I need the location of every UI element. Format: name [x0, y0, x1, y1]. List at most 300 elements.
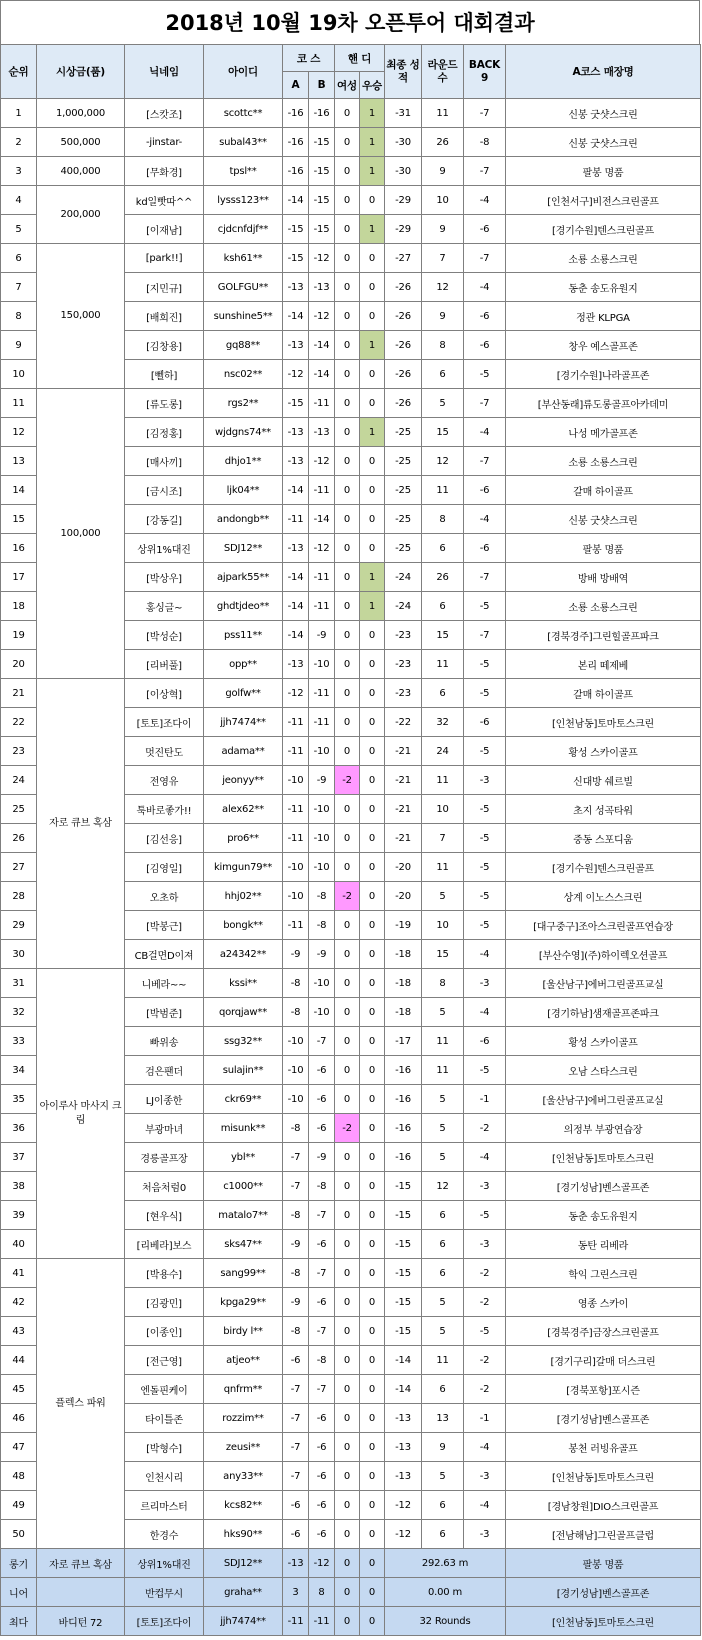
store-cell: 창우 예스골프존 — [506, 331, 701, 360]
id-cell: gq88** — [204, 331, 283, 360]
nickname-cell: [김광민] — [125, 1288, 204, 1317]
nickname-cell: 르리마스터 — [125, 1491, 204, 1520]
rank-cell: 7 — [1, 273, 37, 302]
handicap-female-cell: 0 — [335, 1027, 360, 1056]
back9-cell: -4 — [464, 186, 506, 215]
rank-cell: 22 — [1, 708, 37, 737]
final-score-cell: -26 — [385, 331, 422, 360]
final-score-cell: -21 — [385, 737, 422, 766]
header-id: 아이디 — [204, 45, 283, 99]
course-a-cell: -13 — [283, 534, 309, 563]
nickname-cell: 엔돌핀케이 — [125, 1375, 204, 1404]
id-cell: ckr69** — [204, 1085, 283, 1114]
course-a-cell: -13 — [283, 418, 309, 447]
id-cell: kcs82** — [204, 1491, 283, 1520]
rank-cell: 37 — [1, 1143, 37, 1172]
rank-cell: 18 — [1, 592, 37, 621]
rounds-cell: 6 — [422, 534, 464, 563]
course-b-cell: 8 — [309, 1578, 335, 1607]
store-cell: [울산남구]에버그린골프교실 — [506, 1085, 701, 1114]
handicap-winner-cell: 0 — [360, 302, 385, 331]
final-score-cell: -16 — [385, 1114, 422, 1143]
id-cell: a24342** — [204, 940, 283, 969]
id-cell: jjh7474** — [204, 1607, 283, 1636]
course-b-cell: -15 — [309, 128, 335, 157]
id-cell: scottc** — [204, 99, 283, 128]
handicap-female-cell: 0 — [335, 128, 360, 157]
final-score-cell: -12 — [385, 1491, 422, 1520]
handicap-female-cell: 0 — [335, 824, 360, 853]
course-a-cell: -10 — [283, 853, 309, 882]
table-row — [1, 969, 701, 998]
rank-cell: 39 — [1, 1201, 37, 1230]
rounds-cell: 12 — [422, 273, 464, 302]
handicap-female-cell: 0 — [335, 853, 360, 882]
back9-cell: -6 — [464, 215, 506, 244]
final-score-cell: -25 — [385, 476, 422, 505]
table-row — [1, 679, 701, 708]
handicap-female-cell: 0 — [335, 244, 360, 273]
course-a-cell: -14 — [283, 186, 309, 215]
id-cell: kimgun79** — [204, 853, 283, 882]
final-score-cell: -15 — [385, 1172, 422, 1201]
course-a-cell: -8 — [283, 1317, 309, 1346]
rounds-cell: 11 — [422, 853, 464, 882]
store-cell: 팔봉 명품 — [506, 157, 701, 186]
handicap-female-cell: 0 — [335, 157, 360, 186]
nickname-cell: 부광마녀 — [125, 1114, 204, 1143]
course-b-cell: -10 — [309, 650, 335, 679]
course-b-cell: -9 — [309, 621, 335, 650]
store-cell: 동탄 리베라 — [506, 1230, 701, 1259]
rank-cell: 49 — [1, 1491, 37, 1520]
nickname-cell: 인천시리 — [125, 1462, 204, 1491]
table-row — [1, 186, 701, 215]
handicap-winner-cell: 0 — [360, 447, 385, 476]
id-cell: ajpark55** — [204, 563, 283, 592]
course-b-cell: -6 — [309, 1085, 335, 1114]
handicap-female-cell: 0 — [335, 1317, 360, 1346]
handicap-winner-cell: 0 — [360, 389, 385, 418]
store-cell: 신봉 굿샷스크린 — [506, 99, 701, 128]
id-cell: SDJ12** — [204, 534, 283, 563]
header-rounds: 라운드 수 — [422, 45, 464, 99]
id-cell: sunshine5** — [204, 302, 283, 331]
handicap-winner-cell: 0 — [360, 1317, 385, 1346]
course-b-cell: -7 — [309, 1375, 335, 1404]
nickname-cell: [이상혁] — [125, 679, 204, 708]
handicap-female-cell: 0 — [335, 1375, 360, 1404]
course-a-cell: -11 — [283, 708, 309, 737]
final-score-cell: -16 — [385, 1143, 422, 1172]
handicap-winner-cell: 0 — [360, 1462, 385, 1491]
id-cell: rozzim** — [204, 1404, 283, 1433]
back9-cell: -2 — [464, 1375, 506, 1404]
id-cell: SDJ12** — [204, 1549, 283, 1578]
course-b-cell: -7 — [309, 1201, 335, 1230]
store-cell: 상계 이노스스크린 — [506, 882, 701, 911]
course-a-cell: -16 — [283, 128, 309, 157]
course-b-cell: -10 — [309, 853, 335, 882]
back9-cell: -5 — [464, 882, 506, 911]
course-b-cell: -6 — [309, 1433, 335, 1462]
store-cell: 봉천 러빙유골프 — [506, 1433, 701, 1462]
final-score-cell: -25 — [385, 447, 422, 476]
nickname-cell: 오초하 — [125, 882, 204, 911]
back9-cell: -7 — [464, 563, 506, 592]
id-cell: graha** — [204, 1578, 283, 1607]
id-cell: ljk04** — [204, 476, 283, 505]
prize-group-cell: 150,000 — [37, 244, 125, 389]
nickname-cell: [김창용] — [125, 331, 204, 360]
nickname-cell: [김정홍] — [125, 418, 204, 447]
back9-cell: -3 — [464, 969, 506, 998]
handicap-winner-cell: 0 — [360, 766, 385, 795]
final-score-cell: -13 — [385, 1404, 422, 1433]
back9-cell: -6 — [464, 476, 506, 505]
course-b-cell: -11 — [309, 679, 335, 708]
final-score-cell: -30 — [385, 157, 422, 186]
course-b-cell: -6 — [309, 1491, 335, 1520]
handicap-female-cell: 0 — [335, 563, 360, 592]
table-row — [1, 244, 701, 273]
rounds-cell: 9 — [422, 157, 464, 186]
final-score-cell: -22 — [385, 708, 422, 737]
store-cell: [인천남동]토마토스크린 — [506, 1607, 701, 1636]
id-cell: golfw** — [204, 679, 283, 708]
handicap-female-cell: 0 — [335, 708, 360, 737]
rounds-cell: 15 — [422, 418, 464, 447]
final-score-cell: -18 — [385, 940, 422, 969]
rank-cell: 29 — [1, 911, 37, 940]
store-cell: 방배 방배역 — [506, 563, 701, 592]
rank-cell: 21 — [1, 679, 37, 708]
nickname-cell: [배희진] — [125, 302, 204, 331]
store-cell: 팔봉 명품 — [506, 534, 701, 563]
store-cell: [경남창원]DIO스크린골프 — [506, 1491, 701, 1520]
course-b-cell: -6 — [309, 1230, 335, 1259]
store-cell: 나성 메가골프존 — [506, 418, 701, 447]
nickname-cell: 빠위송 — [125, 1027, 204, 1056]
course-b-cell: -6 — [309, 1056, 335, 1085]
final-score-cell: -16 — [385, 1085, 422, 1114]
prize-group-cell: 아이루사 마사지 크림 — [37, 969, 125, 1259]
course-a-cell: -8 — [283, 1114, 309, 1143]
rank-cell: 25 — [1, 795, 37, 824]
final-score-cell: -15 — [385, 1201, 422, 1230]
id-cell: sang99** — [204, 1259, 283, 1288]
rounds-cell: 6 — [422, 360, 464, 389]
store-cell: 신대방 쉐르빌 — [506, 766, 701, 795]
final-score-cell: -15 — [385, 1259, 422, 1288]
award-label-cell: 니어 — [1, 1578, 37, 1607]
nickname-cell: [박봉근] — [125, 911, 204, 940]
rank-cell: 33 — [1, 1027, 37, 1056]
final-score-cell: -31 — [385, 99, 422, 128]
back9-cell: -7 — [464, 621, 506, 650]
back9-cell: -5 — [464, 360, 506, 389]
id-cell: kpga29** — [204, 1288, 283, 1317]
store-cell: 영종 스카이 — [506, 1288, 701, 1317]
course-b-cell: -14 — [309, 505, 335, 534]
course-b-cell: -10 — [309, 824, 335, 853]
handicap-winner-cell: 0 — [360, 853, 385, 882]
store-cell: [인천서구]비전스크린골프 — [506, 186, 701, 215]
rank-cell: 40 — [1, 1230, 37, 1259]
course-b-cell: -6 — [309, 1462, 335, 1491]
course-b-cell: -11 — [309, 592, 335, 621]
final-score-cell: -23 — [385, 621, 422, 650]
handicap-winner-cell: 1 — [360, 99, 385, 128]
rounds-cell: 15 — [422, 940, 464, 969]
rounds-cell: 11 — [422, 1346, 464, 1375]
course-a-cell: -10 — [283, 1085, 309, 1114]
course-a-cell: -16 — [283, 99, 309, 128]
back9-cell: -4 — [464, 998, 506, 1027]
back9-cell: -3 — [464, 766, 506, 795]
course-a-cell: -11 — [283, 1607, 309, 1636]
back9-cell: -7 — [464, 99, 506, 128]
handicap-female-cell: 0 — [335, 969, 360, 998]
handicap-female-cell: 0 — [335, 621, 360, 650]
course-a-cell: -10 — [283, 882, 309, 911]
store-cell: 황성 스카이골프 — [506, 737, 701, 766]
course-a-cell: -13 — [283, 331, 309, 360]
id-cell: ybl** — [204, 1143, 283, 1172]
handicap-female-cell: 0 — [335, 418, 360, 447]
course-b-cell: -12 — [309, 244, 335, 273]
rank-cell: 9 — [1, 331, 37, 360]
back9-cell: -2 — [464, 1288, 506, 1317]
final-score-cell: -29 — [385, 215, 422, 244]
handicap-winner-cell: 0 — [360, 273, 385, 302]
header-handicap: 핸 디 — [335, 45, 385, 72]
rank-cell: 13 — [1, 447, 37, 476]
course-a-cell: -11 — [283, 737, 309, 766]
store-cell: [경기수원]텐스크린골프 — [506, 853, 701, 882]
handicap-winner-cell: 0 — [360, 1491, 385, 1520]
course-a-cell: -11 — [283, 795, 309, 824]
nickname-cell: [매사끼] — [125, 447, 204, 476]
handicap-female-cell: 0 — [335, 1259, 360, 1288]
store-cell: 소룡 소룡스크린 — [506, 244, 701, 273]
final-score-cell: -14 — [385, 1346, 422, 1375]
handicap-female-cell: 0 — [335, 679, 360, 708]
handicap-winner-cell: 0 — [360, 505, 385, 534]
store-cell: [전남해남]그린골프클럽 — [506, 1520, 701, 1549]
final-score-cell: -21 — [385, 824, 422, 853]
handicap-winner-cell: 0 — [360, 650, 385, 679]
store-cell: [인천남동]토마토스크린 — [506, 1143, 701, 1172]
rounds-cell: 26 — [422, 563, 464, 592]
rank-cell: 43 — [1, 1317, 37, 1346]
id-cell: tpsl** — [204, 157, 283, 186]
handicap-winner-cell: 0 — [360, 1404, 385, 1433]
handicap-female-cell: -2 — [335, 882, 360, 911]
id-cell: cjdcnfdjf** — [204, 215, 283, 244]
store-cell: 초지 성곡타워 — [506, 795, 701, 824]
rounds-cell: 10 — [422, 911, 464, 940]
award-prize-cell: 자로 큐브 혹삼 — [37, 1549, 125, 1578]
rounds-cell: 11 — [422, 650, 464, 679]
course-b-cell: -13 — [309, 273, 335, 302]
id-cell: sulajin** — [204, 1056, 283, 1085]
handicap-winner-cell: 0 — [360, 940, 385, 969]
rounds-cell: 8 — [422, 331, 464, 360]
final-score-cell: -19 — [385, 911, 422, 940]
handicap-female-cell: 0 — [335, 1520, 360, 1549]
course-a-cell: -7 — [283, 1433, 309, 1462]
course-b-cell: -6 — [309, 1404, 335, 1433]
nickname-cell: [이종인] — [125, 1317, 204, 1346]
handicap-female-cell: 0 — [335, 1230, 360, 1259]
nickname-cell: [박성순] — [125, 621, 204, 650]
rounds-cell: 12 — [422, 447, 464, 476]
header-handicap-winner: 우승 — [360, 72, 385, 99]
rank-cell: 42 — [1, 1288, 37, 1317]
course-b-cell: -9 — [309, 766, 335, 795]
handicap-winner-cell: 0 — [360, 534, 385, 563]
store-cell: [인천남동]토마토스크린 — [506, 1462, 701, 1491]
rank-cell: 30 — [1, 940, 37, 969]
handicap-female-cell: 0 — [335, 1346, 360, 1375]
id-cell: hhj02** — [204, 882, 283, 911]
course-b-cell: -10 — [309, 737, 335, 766]
course-a-cell: -7 — [283, 1143, 309, 1172]
id-cell: pro6** — [204, 824, 283, 853]
final-score-cell: -13 — [385, 1462, 422, 1491]
course-a-cell: -7 — [283, 1404, 309, 1433]
rank-cell: 20 — [1, 650, 37, 679]
course-b-cell: -8 — [309, 1172, 335, 1201]
course-b-cell: -12 — [309, 447, 335, 476]
nickname-cell: -jinstar- — [125, 128, 204, 157]
rounds-cell: 6 — [422, 1259, 464, 1288]
back9-cell: -6 — [464, 534, 506, 563]
rounds-cell: 32 — [422, 708, 464, 737]
handicap-female-cell: 0 — [335, 940, 360, 969]
course-b-cell: -11 — [309, 476, 335, 505]
course-a-cell: -14 — [283, 302, 309, 331]
rounds-cell: 6 — [422, 1520, 464, 1549]
store-cell: [경북경주]그린힐골프파크 — [506, 621, 701, 650]
final-score-cell: -26 — [385, 302, 422, 331]
back9-cell: -5 — [464, 679, 506, 708]
handicap-female-cell: 0 — [335, 1404, 360, 1433]
handicap-female-cell: 0 — [335, 1288, 360, 1317]
store-cell: 갈매 하이골프 — [506, 679, 701, 708]
handicap-female-cell: 0 — [335, 302, 360, 331]
nickname-cell: [현우식] — [125, 1201, 204, 1230]
award-result-cell: 292.63 m — [385, 1549, 506, 1578]
handicap-female-cell: 0 — [335, 1578, 360, 1607]
rounds-cell: 11 — [422, 766, 464, 795]
back9-cell: -3 — [464, 1230, 506, 1259]
final-score-cell: -13 — [385, 1433, 422, 1462]
final-score-cell: -20 — [385, 853, 422, 882]
course-a-cell: -8 — [283, 1259, 309, 1288]
store-cell: [경기구리]갈매 더스크린 — [506, 1346, 701, 1375]
handicap-winner-cell: 0 — [360, 1230, 385, 1259]
id-cell: matalo7** — [204, 1201, 283, 1230]
rank-cell: 8 — [1, 302, 37, 331]
course-b-cell: -8 — [309, 882, 335, 911]
id-cell: sks47** — [204, 1230, 283, 1259]
handicap-female-cell: 0 — [335, 360, 360, 389]
handicap-female-cell: 0 — [335, 1201, 360, 1230]
back9-cell: -6 — [464, 331, 506, 360]
back9-cell: -4 — [464, 418, 506, 447]
handicap-female-cell: 0 — [335, 1085, 360, 1114]
final-score-cell: -30 — [385, 128, 422, 157]
handicap-winner-cell: 0 — [360, 1433, 385, 1462]
table-row — [1, 1259, 701, 1288]
id-cell: rgs2** — [204, 389, 283, 418]
header-final-score: 최종 성적 — [385, 45, 422, 99]
final-score-cell: -24 — [385, 592, 422, 621]
rounds-cell: 26 — [422, 128, 464, 157]
final-score-cell: -17 — [385, 1027, 422, 1056]
back9-cell: -3 — [464, 1520, 506, 1549]
back9-cell: -3 — [464, 1462, 506, 1491]
back9-cell: -7 — [464, 389, 506, 418]
store-cell: [경북포항]포시즌 — [506, 1375, 701, 1404]
final-score-cell: -12 — [385, 1520, 422, 1549]
final-score-cell: -29 — [385, 186, 422, 215]
handicap-winner-cell: 1 — [360, 215, 385, 244]
back9-cell: -5 — [464, 1201, 506, 1230]
results-table — [0, 44, 701, 1636]
final-score-cell: -27 — [385, 244, 422, 273]
store-cell: [경북경주]금장스크린골프 — [506, 1317, 701, 1346]
handicap-winner-cell: 0 — [360, 1578, 385, 1607]
course-b-cell: -15 — [309, 186, 335, 215]
handicap-winner-cell: 0 — [360, 186, 385, 215]
handicap-winner-cell: 0 — [360, 882, 385, 911]
rank-cell: 19 — [1, 621, 37, 650]
store-cell: 동춘 송도유원지 — [506, 273, 701, 302]
course-a-cell: -14 — [283, 621, 309, 650]
course-b-cell: -8 — [309, 1346, 335, 1375]
final-score-cell: -23 — [385, 650, 422, 679]
handicap-winner-cell: 0 — [360, 1288, 385, 1317]
course-a-cell: -11 — [283, 824, 309, 853]
final-score-cell: -15 — [385, 1230, 422, 1259]
id-cell: c1000** — [204, 1172, 283, 1201]
handicap-winner-cell: 0 — [360, 679, 385, 708]
rounds-cell: 15 — [422, 621, 464, 650]
store-cell: [부산동래]류도롱골프아카데미 — [506, 389, 701, 418]
back9-cell: -8 — [464, 128, 506, 157]
nickname-cell: CB걸면D이져 — [125, 940, 204, 969]
final-score-cell: -25 — [385, 418, 422, 447]
course-a-cell: -13 — [283, 447, 309, 476]
back9-cell: -4 — [464, 1433, 506, 1462]
results-body — [1, 99, 701, 1636]
back9-cell: -4 — [464, 1491, 506, 1520]
page-title: 2018년 10월 19차 오픈투어 대회결과 — [0, 0, 700, 44]
rounds-cell: 5 — [422, 1288, 464, 1317]
back9-cell: -4 — [464, 940, 506, 969]
rank-cell: 31 — [1, 969, 37, 998]
handicap-female-cell: 0 — [335, 215, 360, 244]
course-a-cell: -15 — [283, 215, 309, 244]
award-label-cell: 최다 — [1, 1607, 37, 1636]
id-cell: jjh7474** — [204, 708, 283, 737]
nickname-cell: 멋진탄도 — [125, 737, 204, 766]
id-cell: alex62** — [204, 795, 283, 824]
course-b-cell: -9 — [309, 1143, 335, 1172]
